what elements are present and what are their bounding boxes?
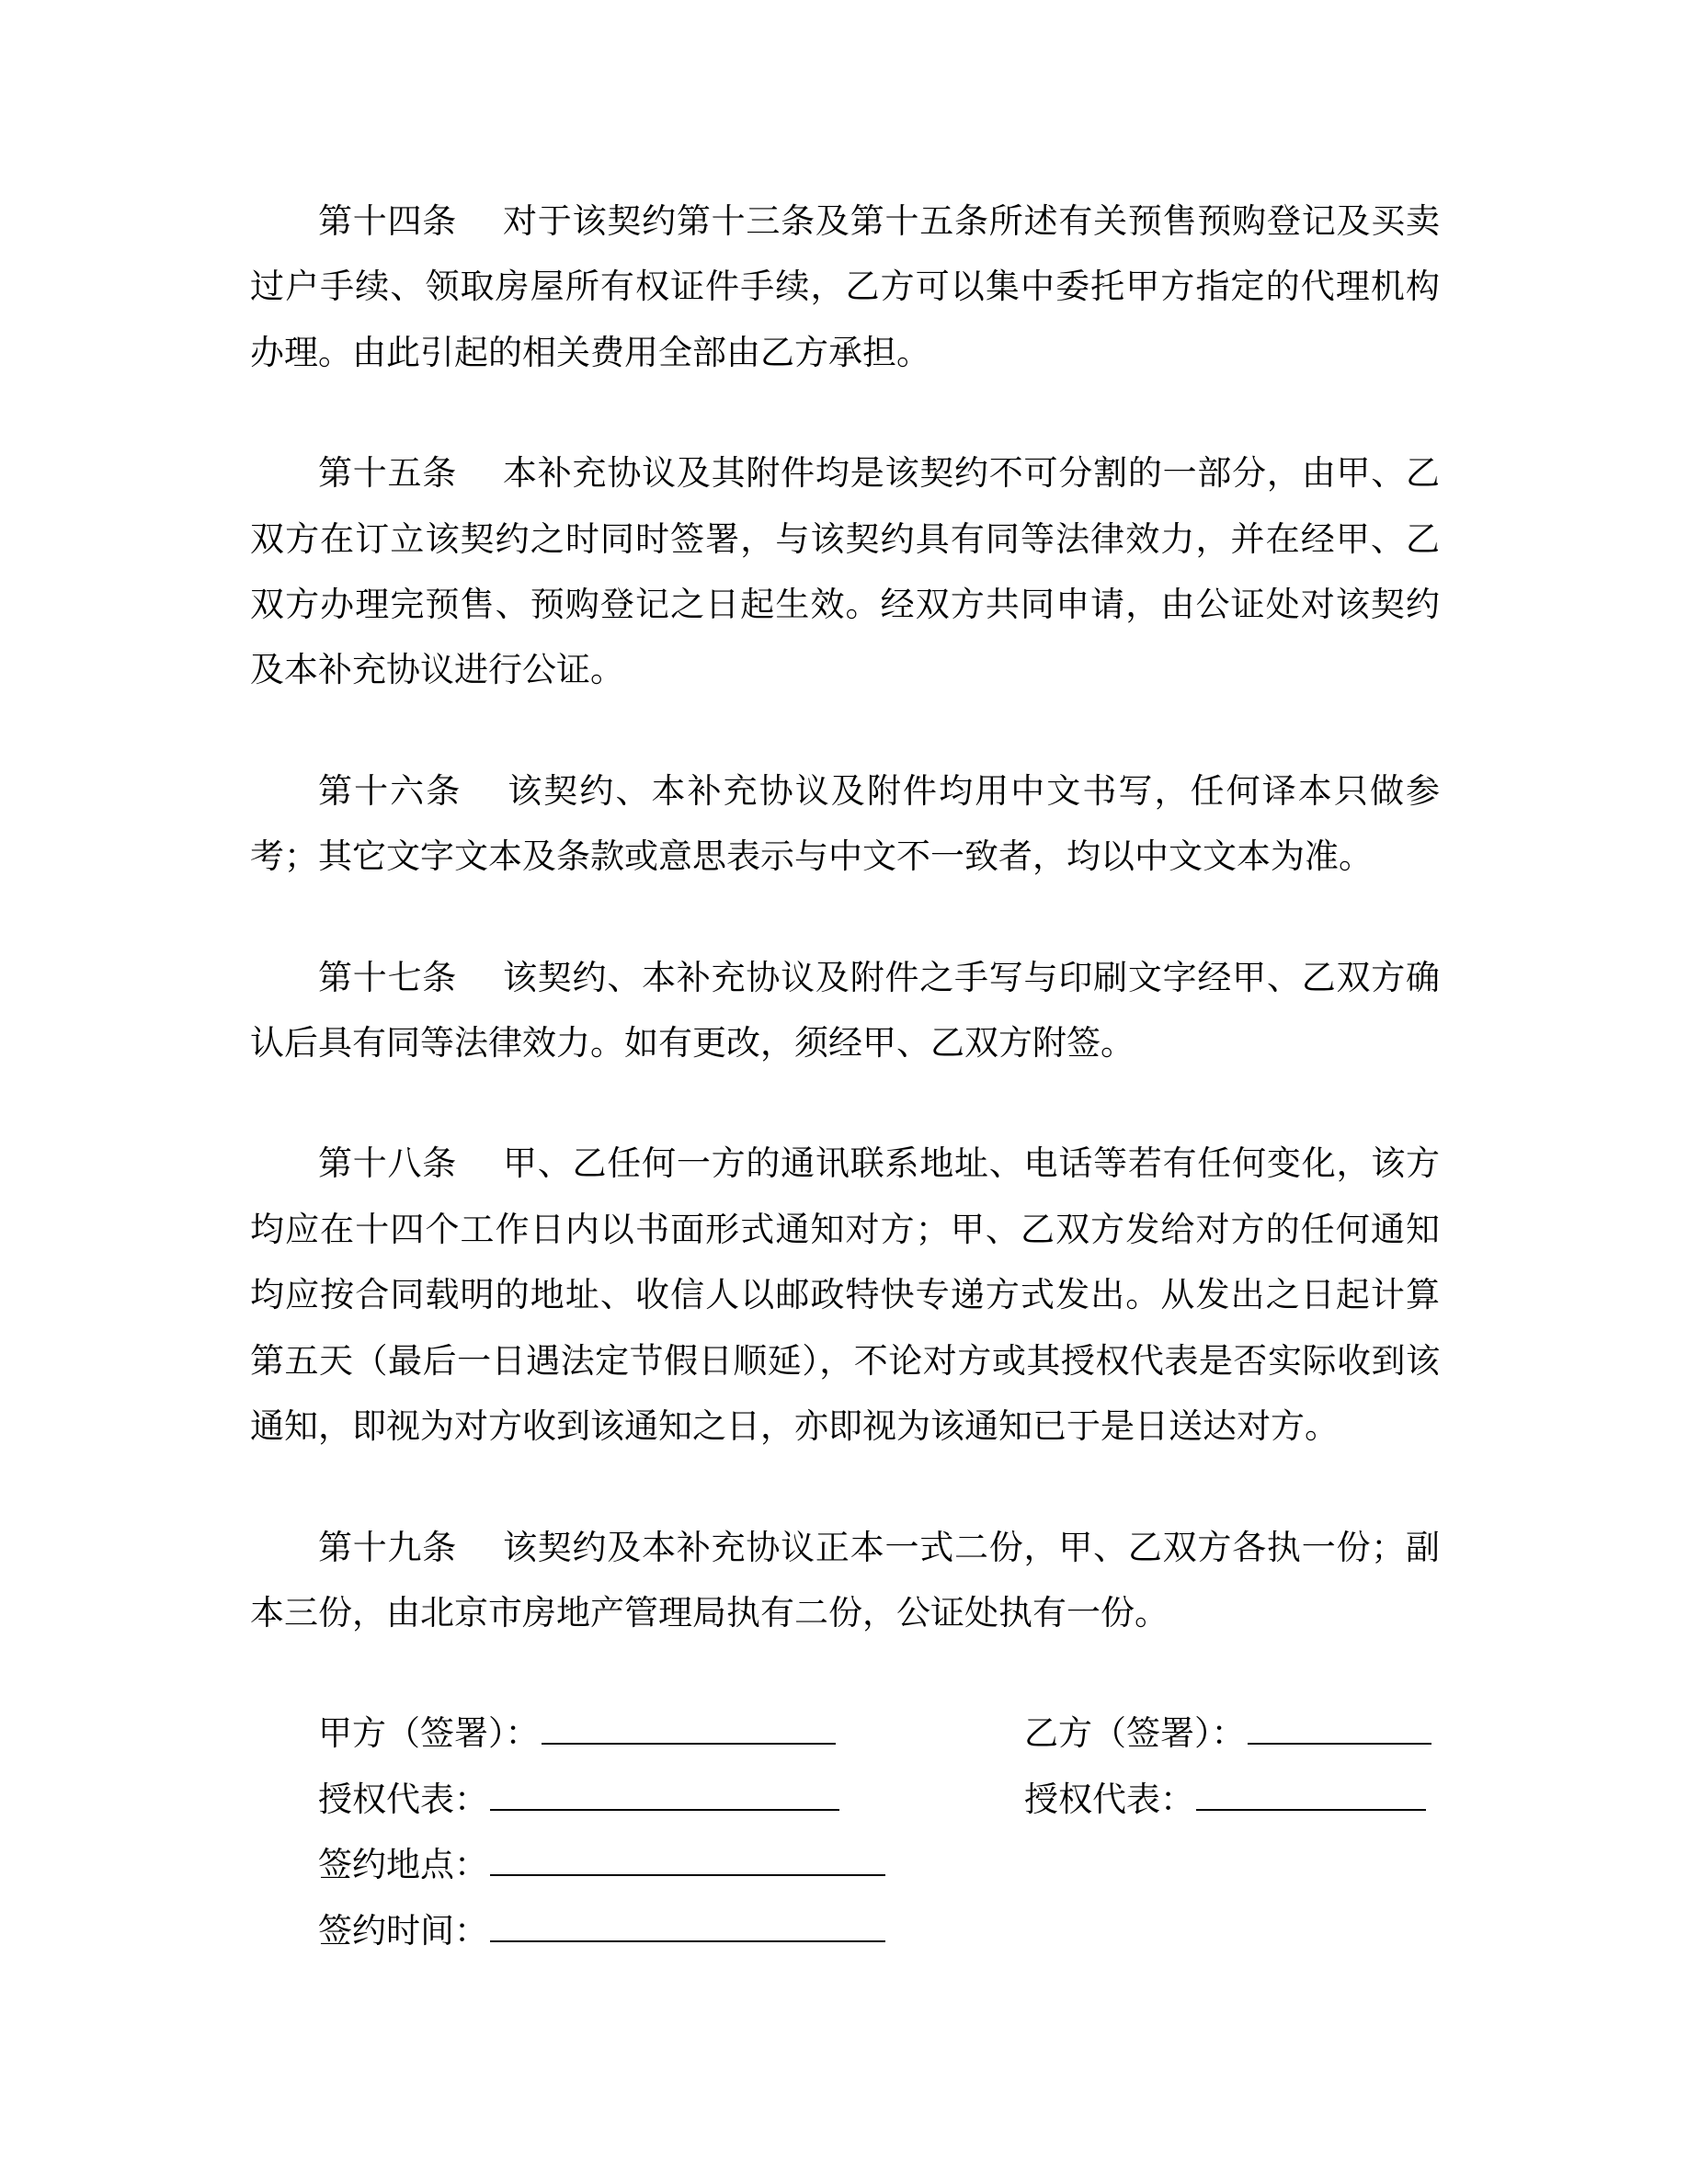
article-14-number: 第十四条 bbox=[318, 203, 458, 241]
article-16 bbox=[250, 759, 1440, 891]
sign-place-blank-line bbox=[490, 1840, 885, 1876]
article-15 bbox=[250, 441, 1440, 704]
sign-place bbox=[318, 1833, 1024, 1898]
article-17-text: 该契约、本补充协议及附件之手写与印刷文字经甲、乙双方确认后具有同等法律效力。如有更改，须经甲、乙双方附签。 bbox=[250, 959, 1441, 1064]
party-a-rep bbox=[318, 1768, 1024, 1833]
signature-row-sign bbox=[318, 1701, 1440, 1767]
party-b-sign-label: 乙方（签署）： bbox=[1024, 1715, 1246, 1754]
signature-row-rep bbox=[318, 1768, 1440, 1833]
party-a-sign-label: 甲方（签署）： bbox=[318, 1715, 540, 1754]
article-17-number: 第十七条 bbox=[318, 959, 458, 997]
article-18-text: 甲、乙任何一方的通讯联系地址、电话等若有任何变化，该方均应在十四个工作日内以书面形式通知对方；甲、乙双方发给对方的任何通知均应按合同载明的地址、收信人以邮政特快专递方式发出。从发出之日起计算第五天（最后一日遇法定节假日顺延），不论对方或其授权代表是否实际收到该通知，即视为对方收到该通知之日，亦即视为该通知已于是日送达对方。 bbox=[250, 1145, 1441, 1447]
sign-time bbox=[318, 1899, 1024, 1964]
article-15-text: 本补充协议及其附件均是该契约不可分割的一部分，由甲、乙双方在订立该契约之时同时签署，与该契约具有同等法律效力，并在经甲、乙双方办理完预售、预购登记之日起生效。经双方共同申请，由公证处对该契约及本补充协议进行公证。 bbox=[250, 455, 1441, 690]
article-14 bbox=[250, 189, 1440, 386]
party-a-rep-blank-line bbox=[490, 1775, 839, 1811]
signature-row-place bbox=[318, 1833, 1440, 1898]
party-b-rep bbox=[1024, 1768, 1440, 1833]
signature-row-time bbox=[318, 1899, 1440, 1964]
party-b-rep-blank-line bbox=[1196, 1775, 1426, 1811]
article-19-text: 该契约及本补充协议正本一式二份，甲、乙双方各执一份；副本三份，由北京市房地产管理局执有二份，公证处执有一份。 bbox=[250, 1529, 1441, 1632]
article-18 bbox=[250, 1132, 1440, 1460]
article-15-number: 第十五条 bbox=[318, 455, 458, 494]
sign-place-label: 签约地点： bbox=[318, 1847, 488, 1885]
sign-time-label: 签约时间： bbox=[318, 1912, 488, 1951]
party-b-sign bbox=[1024, 1701, 1440, 1767]
party-b-sign-blank-line bbox=[1248, 1709, 1431, 1745]
party-b-rep-label: 授权代表： bbox=[1024, 1780, 1194, 1819]
article-16-number: 第十六条 bbox=[318, 772, 462, 811]
party-a-sign-blank-line bbox=[542, 1709, 836, 1745]
article-19 bbox=[250, 1516, 1440, 1647]
sign-time-blank-line bbox=[490, 1906, 885, 1942]
article-18-number: 第十八条 bbox=[318, 1145, 458, 1184]
article-19-number: 第十九条 bbox=[318, 1529, 458, 1567]
signature-section bbox=[250, 1701, 1440, 1964]
article-17 bbox=[250, 946, 1440, 1077]
article-14-text: 对于该契约第十三条及第十五条所述有关预售预购登记及买卖过户手续、领取房屋所有权证件手续，乙方可以集中委托甲方指定的代理机构办理。由此引起的相关费用全部由乙方承担。 bbox=[250, 203, 1441, 372]
article-16-text: 该契约、本补充协议及附件均用中文书写，任何译本只做参考；其它文字文本及条款或意思表示与中文不一致者，均以中文文本为准。 bbox=[250, 772, 1441, 877]
party-a-sign bbox=[318, 1701, 1024, 1767]
party-a-rep-label: 授权代表： bbox=[318, 1780, 488, 1819]
